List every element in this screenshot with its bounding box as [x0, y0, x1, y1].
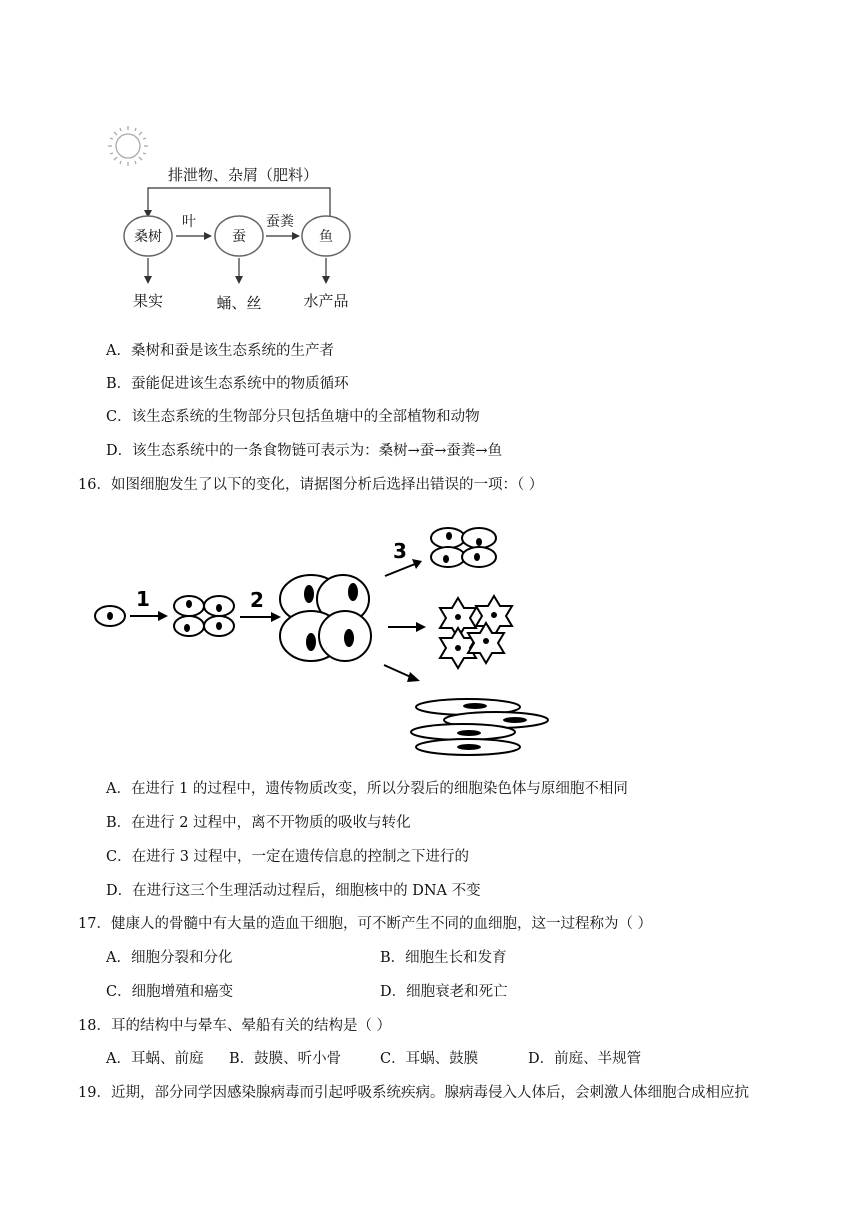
q17-option-c[interactable]: C．细胞增殖和癌变: [106, 984, 234, 1000]
q18-option-a[interactable]: A．耳蜗、前庭: [106, 1051, 204, 1067]
node-label: 桑树: [134, 229, 162, 245]
arrow-label: 蚕粪: [266, 214, 294, 230]
node-label: 鱼: [319, 229, 333, 245]
q15-option-a[interactable]: A．桑树和蚕是该生态系统的生产者: [106, 343, 334, 359]
cell-diagram: [88, 520, 558, 760]
node-label: 蚕: [232, 229, 246, 245]
q15-option-b[interactable]: B．蚕能促进该生态系统中的物质循环: [106, 376, 349, 392]
process-label-3: 3: [393, 539, 407, 563]
q19-stem: 19．近期，部分同学因感染腺病毒而引起呼吸系统疾病。腺病毒侵入人体后，会刺激人体细胞合成相应抗: [78, 1085, 749, 1101]
q18-option-b[interactable]: B．鼓膜、听小骨: [229, 1051, 342, 1067]
output-label: 蛹、丝: [216, 294, 262, 312]
q16-option-a[interactable]: A．在进行 1 的过程中，遗传物质改变，所以分裂后的细胞染色体与原细胞不相同: [106, 781, 628, 797]
ecosystem-diagram: [100, 118, 380, 318]
q15-option-d[interactable]: D．该生态系统中的一条食物链可表示为：桑树→蚕→蚕粪→鱼: [106, 443, 503, 459]
q16-option-d[interactable]: D．在进行这三个生理活动过程后，细胞核中的 DNA 不变: [106, 883, 481, 899]
sun-icon: [108, 126, 148, 166]
arrow-label: 叶: [182, 214, 196, 230]
process-label-1: 1: [136, 587, 150, 611]
q17-option-a[interactable]: A．细胞分裂和分化: [106, 950, 233, 966]
output-label: 果实: [132, 292, 164, 310]
top-label: 排泄物、杂屑（肥料）: [168, 166, 319, 184]
q18-option-c[interactable]: C．耳蜗、鼓膜: [380, 1051, 479, 1067]
q17-option-d[interactable]: D．细胞衰老和死亡: [380, 984, 508, 1000]
q16-option-b[interactable]: B．在进行 2 过程中，离不开物质的吸收与转化: [106, 815, 411, 831]
q18-option-d[interactable]: D．前庭、半规管: [528, 1051, 642, 1067]
q17-stem: 17．健康人的骨髓中有大量的造血干细胞，可不断产生不同的血细胞，这一过程称为（ ）: [78, 916, 653, 932]
q18-stem: 18．耳的结构中与晕车、晕船有关的结构是（ ）: [78, 1018, 392, 1034]
q15-option-c[interactable]: C．该生态系统的生物部分只包括鱼塘中的全部植物和动物: [106, 409, 480, 425]
feedback-line: [148, 188, 330, 216]
q16-stem: 16．如图细胞发生了以下的变化，请据图分析后选择出错误的一项：（ ）: [78, 477, 544, 493]
process-label-2: 2: [250, 588, 264, 612]
q16-option-c[interactable]: C．在进行 3 过程中，一定在遗传信息的控制之下进行的: [106, 849, 470, 865]
q17-option-b[interactable]: B．细胞生长和发育: [380, 950, 507, 966]
output-label: 水产品: [303, 292, 349, 310]
